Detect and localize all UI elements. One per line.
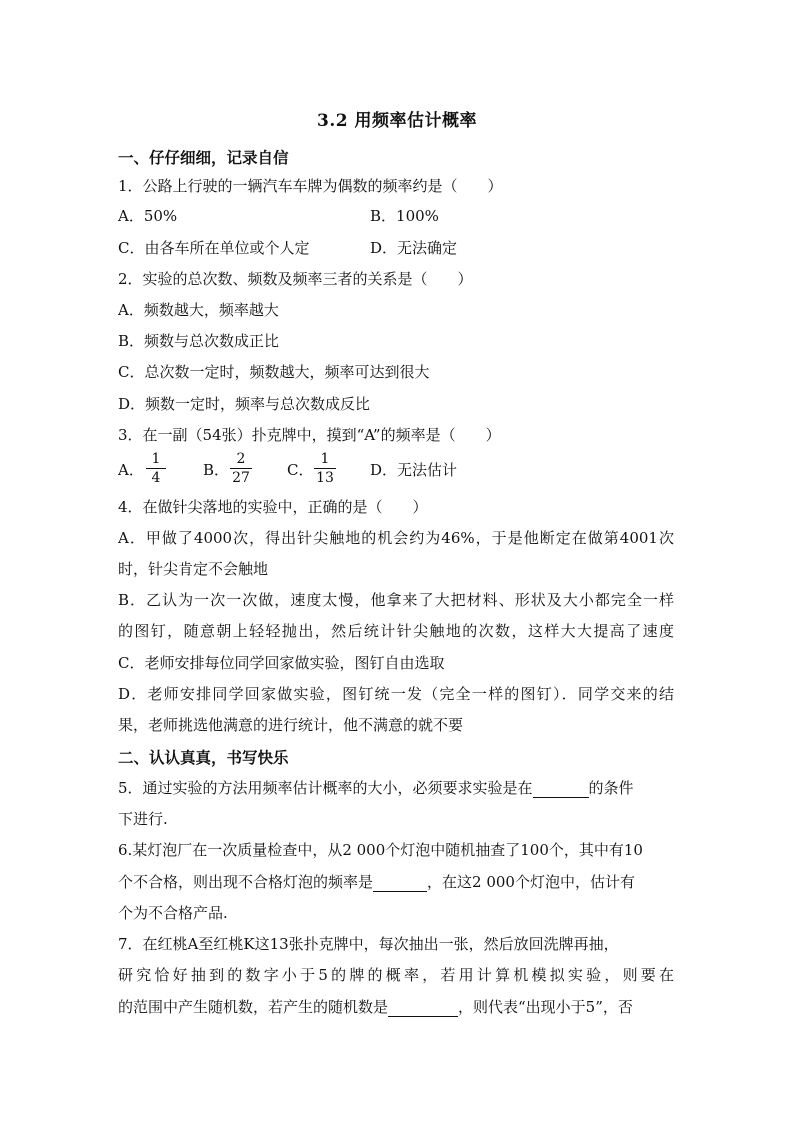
fraction-denominator: 13 [316, 470, 334, 486]
question-6-line-3: 个为不合格产品. [118, 904, 228, 922]
question-2-option-c: C．总次数一定时，频数越大，频率可达到很大 [118, 363, 430, 381]
question-7-text-before-blank: 的范围中产生随机数，若产生的随机数是 [118, 998, 389, 1016]
question-6-text-after-blank: ，在这2 000个灯泡中，估计有 [427, 873, 635, 891]
question-4-option-d-line-1: D．老师安排同学回家做实验，图钉统一发（完全一样的图钉）．同学交来的结 [118, 685, 674, 703]
question-3-option-c-label: C． [287, 461, 314, 479]
question-2-stem: 2．实验的总次数、频数及频率三者的关系是（ ） [118, 270, 473, 288]
question-3-option-c-fraction [314, 451, 336, 486]
question-1-stem: 1．公路上行驶的一辆汽车车牌为偶数的频率约是（ ） [118, 177, 503, 195]
answer-blank[interactable] [533, 780, 589, 798]
answer-blank[interactable] [388, 999, 458, 1017]
question-1-option-c: C．由各车所在单位或个人定 [118, 239, 310, 257]
question-4-option-a-line-1: A．甲做了4000次，得出针尖触地的机会约为46%，于是他断定在做第4001次 [118, 529, 674, 547]
question-1-option-a: A．50% [118, 207, 178, 225]
question-4-option-a-line-2: 时，针尖肯定不会触地 [118, 560, 269, 578]
question-4-option-b-line-2: 的图钉，随意朝上轻轻抛出，然后统计针尖触地的次数，这样大大提高了速度 [118, 622, 674, 640]
question-5-line-1 [118, 778, 634, 798]
question-3-option-a-label: A． [118, 461, 144, 479]
question-4-option-d-line-2: 果，老师挑选他满意的进行统计，他不满意的就不要 [118, 716, 464, 734]
question-5-text-before-blank: 5．通过实验的方法用频率估计概率的大小，必须要求实验是在 [118, 779, 533, 797]
question-3-stem: 3．在一副（54张）扑克牌中，摸到“A”的频率是（ ） [118, 426, 501, 444]
section-heading-2: 二、认认真真，书写快乐 [118, 748, 289, 767]
question-7-text-after-blank: ，则代表“出现小于5”，否 [458, 998, 633, 1016]
question-7-line-1: 7．在红桃A至红桃K这13张扑克牌中，每次抽出一张，然后放回洗牌再抽， [118, 935, 619, 953]
question-6-line-2 [118, 872, 635, 892]
fraction-numerator: 2 [230, 451, 252, 469]
question-3-option-b-label: B． [203, 461, 230, 479]
fraction-denominator: 27 [232, 470, 250, 486]
page-title: 3.2 用频率估计概率 [317, 111, 477, 131]
fraction-numerator: 1 [314, 451, 336, 469]
fraction-denominator: 4 [151, 470, 161, 486]
question-4-option-c: C．老师安排每位同学回家做实验，图钉自由选取 [118, 654, 445, 672]
question-3-option-a-fraction [146, 451, 166, 486]
question-5-text-after-blank: 的条件 [588, 779, 634, 797]
question-2-option-b: B．频数与总次数成正比 [118, 332, 280, 350]
question-6-line-1: 6.某灯泡厂在一次质量检查中，从2 000个灯泡中随机抽查了100个，其中有10 [118, 841, 643, 859]
question-4-stem: 4．在做针尖落地的实验中，正确的是（ ） [118, 498, 428, 516]
question-7-line-3 [118, 997, 633, 1017]
question-2-option-d: D．频数一定时，频率与总次数成反比 [118, 395, 371, 413]
question-3-option-b-fraction [230, 451, 252, 486]
question-5-line-2: 下进行. [118, 810, 168, 828]
question-1-option-b: B．100% [370, 207, 439, 225]
question-1-option-d: D．无法确定 [370, 239, 458, 257]
question-4-option-b-line-1: B．乙认为一次一次做，速度太慢，他拿来了大把材料、形状及大小都完全一样 [118, 591, 674, 609]
question-6-text-before-blank: 个不合格，则出现不合格灯泡的频率是 [118, 873, 374, 891]
question-2-option-a: A．频数越大，频率越大 [118, 301, 279, 319]
question-3-option-d: D．无法估计 [370, 461, 458, 479]
fraction-numerator: 1 [146, 451, 166, 469]
section-heading-1: 一、仔仔细细，记录自信 [118, 148, 289, 167]
question-7-line-2: 研究恰好抽到的数字小于5的牌的概率，若用计算机模拟实验，则要在 [118, 966, 674, 984]
answer-blank[interactable] [373, 874, 427, 892]
